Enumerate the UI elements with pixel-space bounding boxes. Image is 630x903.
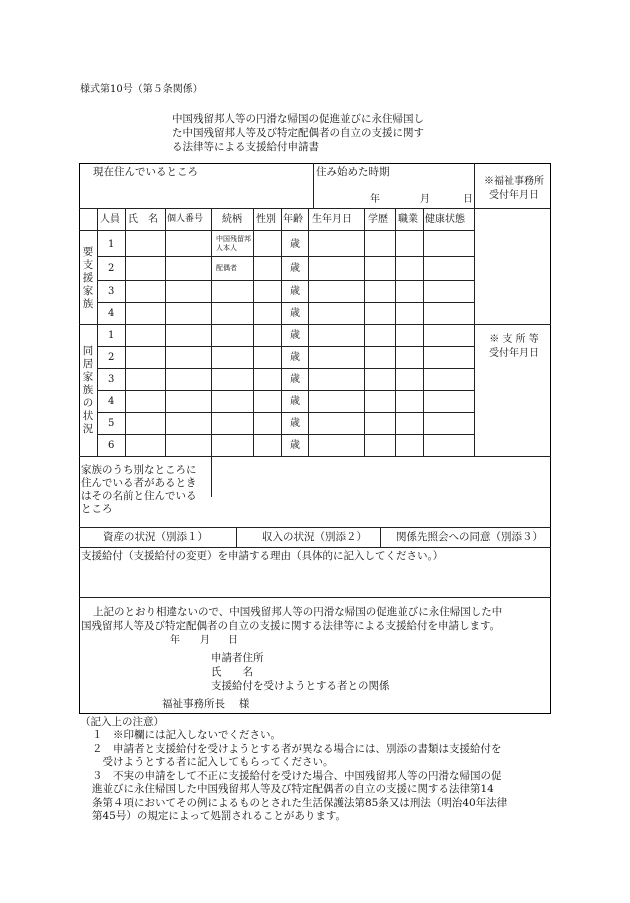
age-unit: 歳 — [290, 396, 300, 407]
form-number: 様式第10号（第５条関係） — [80, 84, 203, 95]
age-unit: 歳 — [290, 352, 300, 363]
col-name: 氏 名 — [128, 214, 158, 225]
declaration-cont: 国残留邦人等及び特定配偶者の自立の支援に関する法律等による支援給付を申請します。 — [81, 620, 501, 632]
welfare-office-receipt-label: ※福祉事務所 受付年月日 — [484, 176, 544, 201]
row-number: 5 — [108, 418, 115, 429]
separate-residence-label: 家族のうち別なところに 住んでいる者があるとき はその名前と住んでいる ところ — [81, 464, 197, 515]
row-number: 2 — [108, 352, 115, 363]
col-occupation: 職業 — [398, 214, 418, 225]
applicant-address-label: 申請者住所 — [211, 652, 264, 664]
application-month-unit: 月 — [200, 635, 210, 646]
branch-office-receipt-label: ※ 支 所 等 受付年月日 — [489, 334, 539, 359]
row-number: 4 — [108, 308, 115, 319]
current-residence-label: 現在住んでいるところ — [93, 166, 198, 178]
row-number: 4 — [108, 396, 115, 407]
col-relation: 続柄 — [222, 214, 242, 225]
row-number: 3 — [108, 286, 115, 297]
note-item: 条第４項においてその例によるものとされた生活保護法第85条又は刑法（明治40年法律 — [92, 796, 508, 809]
note-item: 進並びに永住帰国した中国残留邦人等及び特定配偶者の自立の支援に関する法律第14 — [92, 783, 494, 795]
age-unit: 歳 — [290, 239, 300, 250]
col-health: 健康状態 — [425, 214, 465, 225]
start-day-unit: 日 — [463, 194, 473, 205]
age-unit: 歳 — [290, 308, 300, 319]
start-period-label: 住み始めた時期 — [316, 166, 390, 178]
row-relation: 中国残留邦人本人 — [216, 235, 251, 252]
notes-list — [92, 729, 507, 824]
col-count: 人員 — [100, 214, 120, 225]
row-number: 1 — [108, 330, 115, 341]
applicant-name-label: 氏 名 — [211, 666, 253, 678]
reason-label: 支援給付（支援給付の変更）を申請する理由（具体的に記入してください。） — [81, 550, 444, 562]
notes-title: （記入上の注意） — [80, 716, 164, 728]
cohabiting-family-label: 同居家族の状況 — [82, 345, 94, 435]
note-item: ３ 不実の申請をして不正に支援給付を受けた場合、中国残留邦人等の円滑な帰国の促 — [92, 769, 502, 782]
applicant-relation-label: 支援給付を受けようとする者との関係 — [211, 680, 390, 692]
age-unit: 歳 — [290, 263, 300, 274]
col-personal-number: 個人番号 — [167, 214, 204, 224]
start-year-unit: 年 — [370, 194, 380, 205]
attachment-consent: 関係先照会への同意（別添３） — [396, 531, 543, 543]
page-title: 中国残留邦人等の円滑な帰国の促進並びに永住帰国し た中国残留邦人等及び特定配偶者の自立の支援に関す る法律等による支援給付申請書 — [172, 113, 424, 153]
age-unit: 歳 — [290, 374, 300, 385]
row-number: 3 — [108, 374, 115, 385]
row-number: 6 — [108, 440, 115, 451]
current-residence-field[interactable] — [80, 180, 312, 207]
note-item: 第45号）の規定によって処罰されることがあります。 — [92, 810, 347, 822]
col-birth: 生年月日 — [312, 214, 352, 225]
separate-residence-field[interactable] — [213, 458, 549, 526]
reason-field[interactable] — [80, 564, 549, 596]
col-sex: 性別 — [256, 214, 276, 225]
declaration: 上記のとおり相違ないので、中国残留邦人等の円滑な帰国の促進並びに永住帰国した中 — [93, 606, 503, 618]
row-number: 1 — [108, 239, 115, 250]
col-age: 年齢 — [283, 214, 303, 225]
row-number: 2 — [108, 263, 115, 274]
col-education: 学歴 — [368, 214, 388, 225]
age-unit: 歳 — [290, 330, 300, 341]
application-year-unit: 年 — [170, 635, 180, 646]
age-unit: 歳 — [290, 418, 300, 429]
age-unit: 歳 — [290, 286, 300, 297]
attachment-assets: 資産の状況（別添１） — [103, 531, 208, 543]
note-item: ２ 申請者と支援給付を受けようとする者が異なる場合には、別添の書類は支援給付を — [92, 742, 502, 755]
attachment-income: 収入の状況（別添２） — [262, 531, 367, 543]
age-unit: 歳 — [290, 440, 300, 451]
start-month-unit: 月 — [420, 194, 430, 205]
start-period-field[interactable] — [316, 180, 472, 207]
application-day-unit: 日 — [228, 635, 238, 646]
row-relation: 配偶者 — [216, 264, 237, 272]
addressee: 福祉事務所長 様 — [162, 698, 250, 710]
note-item: １ ※印欄には記入しないでください。 — [92, 729, 281, 741]
note-item: 受けようとする者に記入してもらってください。 — [92, 756, 334, 768]
support-family-label: 要支援家族 — [82, 246, 94, 310]
